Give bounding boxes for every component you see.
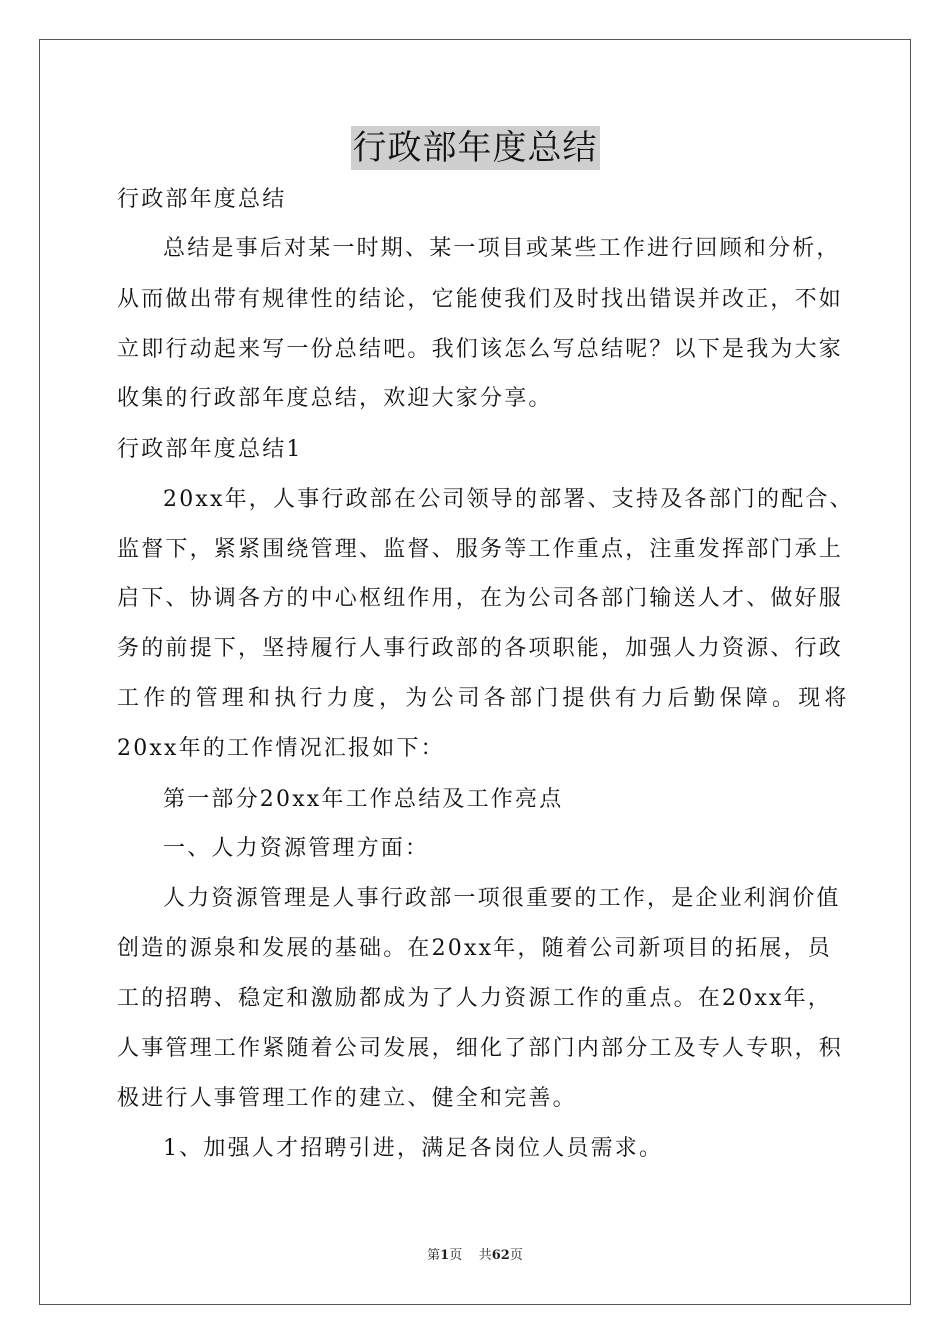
title-wrap	[0, 126, 950, 170]
page-suffix: 页	[449, 1248, 463, 1263]
paragraph-line: 20xx年，人事行政部在公司领导的部署、支持及各部门的配合、	[163, 487, 854, 512]
paragraph-line: 工作的管理和执行力度，为公司各部门提供有力后勤保障。现将	[117, 686, 851, 711]
document-title: 行政部年度总结	[352, 128, 598, 168]
paragraph-line: 立即行动起来写一份总结吧。我们该怎么写总结呢？以下是我为大家	[117, 337, 844, 362]
subsection-heading: 一、人力资源管理方面：	[163, 836, 430, 861]
paragraph-line: 启下、协调各方的中心枢纽作用，在为公司各部门输送人才、做好服	[117, 586, 844, 611]
total-prefix: 共	[478, 1248, 492, 1263]
paragraph-line: 创造的源泉和发展的基础。在20xx年，随着公司新项目的拓展，员	[117, 936, 833, 961]
subtitle-line: 行政部年度总结	[117, 187, 287, 212]
paragraph-line: 工的招聘、稳定和激励都成为了人力资源工作的重点。在20xx年，	[117, 986, 833, 1011]
paragraph-line: 从而做出带有规律性的结论，它能使我们及时找出错误并改正，不如	[117, 287, 844, 312]
total-suffix: 页	[509, 1248, 523, 1263]
page-footer	[0, 1247, 950, 1265]
paragraph-line: 人事管理工作紧随着公司发展，细化了部门内部分工及专人专职，积	[117, 1036, 844, 1061]
paragraph-line: 极进行人事管理工作的建立、健全和完善。	[117, 1086, 577, 1111]
part-heading: 第一部分20xx年工作总结及工作亮点	[163, 787, 564, 812]
paragraph-line: 20xx年的工作情况汇报如下：	[117, 736, 445, 761]
paragraph-line: 监督下，紧紧围绕管理、监督、服务等工作重点，注重发挥部门承上	[117, 537, 844, 562]
paragraph-line: 人力资源管理是人事行政部一项很重要的工作，是企业利润价值	[163, 886, 841, 911]
page-prefix: 第	[427, 1248, 441, 1263]
section-heading: 行政部年度总结1	[117, 437, 303, 462]
page-number: 1	[440, 1248, 450, 1263]
paragraph-line: 收集的行政部年度总结，欢迎大家分享。	[117, 386, 553, 411]
total-pages: 62	[491, 1248, 510, 1263]
paragraph-line: 总结是事后对某一时期、某一项目或某些工作进行回顾和分析，	[163, 236, 841, 261]
page-border	[39, 39, 911, 1305]
list-item-heading: 1、加强人才招聘引进，满足各岗位人员需求。	[163, 1136, 664, 1161]
paragraph-line: 务的前提下，坚持履行人事行政部的各项职能，加强人力资源、行政	[117, 636, 844, 661]
